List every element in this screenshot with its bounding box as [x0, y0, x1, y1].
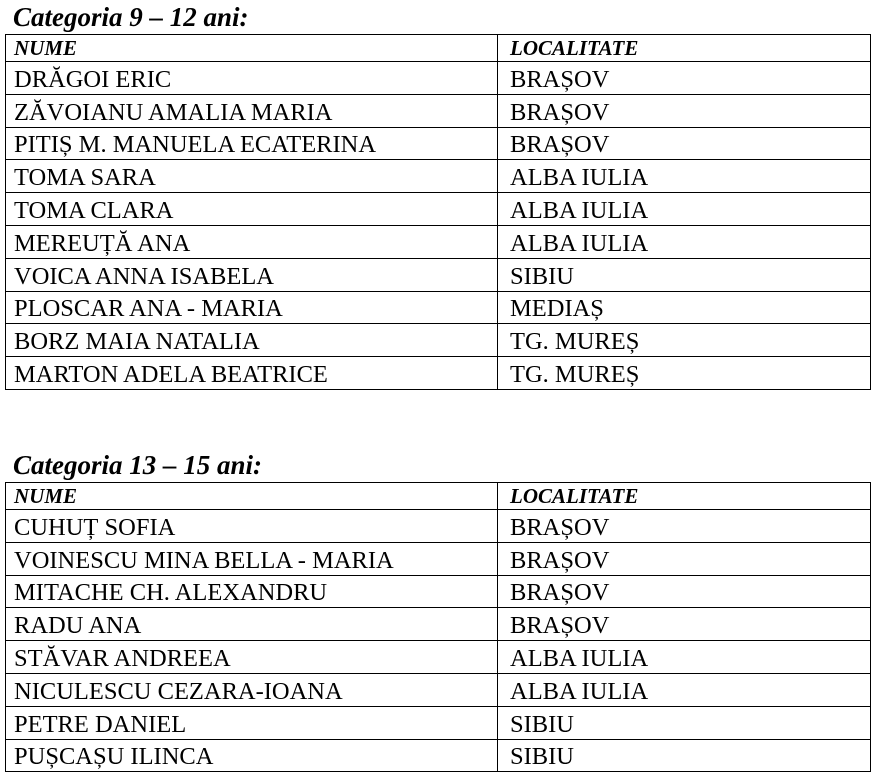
table-row — [6, 127, 871, 160]
participant-location: BRAȘOV — [498, 94, 871, 127]
participants-table — [5, 482, 871, 772]
participant-location: ALBA IULIA — [498, 641, 871, 674]
participant-name: DRĂGOI ERIC — [6, 62, 498, 95]
participant-name: ZĂVOIANU AMALIA MARIA — [6, 94, 498, 127]
participant-location: ALBA IULIA — [498, 225, 871, 258]
participant-name: TOMA SARA — [6, 160, 498, 193]
participant-name: STĂVAR ANDREEA — [6, 641, 498, 674]
table-row — [6, 94, 871, 127]
participant-name: PETRE DANIEL — [6, 706, 498, 739]
participant-location: BRAȘOV — [498, 127, 871, 160]
participant-location: ALBA IULIA — [498, 160, 871, 193]
participant-name: MARTON ADELA BEATRICE — [6, 357, 498, 390]
table-row — [6, 160, 871, 193]
table-row — [6, 258, 871, 291]
participant-name: VOICA ANNA ISABELA — [6, 258, 498, 291]
table-row — [6, 706, 871, 739]
participant-location: BRAȘOV — [498, 542, 871, 575]
participants-table — [5, 34, 871, 390]
table-row — [6, 542, 871, 575]
table-row — [6, 324, 871, 357]
table-row — [6, 608, 871, 641]
participant-name: RADU ANA — [6, 608, 498, 641]
participant-name: MITACHE CH. ALEXANDRU — [6, 575, 498, 608]
table-row — [6, 673, 871, 706]
participant-name: PUȘCAȘU ILINCA — [6, 739, 498, 772]
participant-name: TOMA CLARA — [6, 193, 498, 226]
table-row — [6, 225, 871, 258]
table-row — [6, 62, 871, 95]
table-row — [6, 291, 871, 324]
participant-name: MEREUȚĂ ANA — [6, 225, 498, 258]
table-row — [6, 357, 871, 390]
column-header-location: LOCALITATE — [498, 35, 871, 62]
participant-location: BRAȘOV — [498, 575, 871, 608]
participant-location: SIBIU — [498, 706, 871, 739]
participant-location: BRAȘOV — [498, 62, 871, 95]
participant-location: ALBA IULIA — [498, 673, 871, 706]
participant-location: ALBA IULIA — [498, 193, 871, 226]
participant-name: VOINESCU MINA BELLA - MARIA — [6, 542, 498, 575]
column-header-location: LOCALITATE — [498, 483, 871, 510]
participant-name: CUHUȚ SOFIA — [6, 510, 498, 543]
table-row — [6, 575, 871, 608]
participant-location: BRAȘOV — [498, 510, 871, 543]
table-row — [6, 510, 871, 543]
table-row — [6, 641, 871, 674]
table-row — [6, 193, 871, 226]
column-header-name: NUME — [6, 35, 498, 62]
table-header-row — [6, 35, 871, 62]
participant-name: NICULESCU CEZARA-IOANA — [6, 673, 498, 706]
column-header-name: NUME — [6, 483, 498, 510]
participant-location: MEDIAȘ — [498, 291, 871, 324]
participant-location: SIBIU — [498, 258, 871, 291]
table-row — [6, 739, 871, 772]
participant-name: BORZ MAIA NATALIA — [6, 324, 498, 357]
participant-location: SIBIU — [498, 739, 871, 772]
participant-location: TG. MUREȘ — [498, 324, 871, 357]
category-title: Categoria 9 – 12 ani: — [13, 2, 249, 32]
participant-location: BRAȘOV — [498, 608, 871, 641]
table-header-row — [6, 483, 871, 510]
participant-location: TG. MUREȘ — [498, 357, 871, 390]
participant-name: PITIȘ M. MANUELA ECATERINA — [6, 127, 498, 160]
participant-name: PLOSCAR ANA - MARIA — [6, 291, 498, 324]
category-title: Categoria 13 – 15 ani: — [13, 450, 263, 480]
